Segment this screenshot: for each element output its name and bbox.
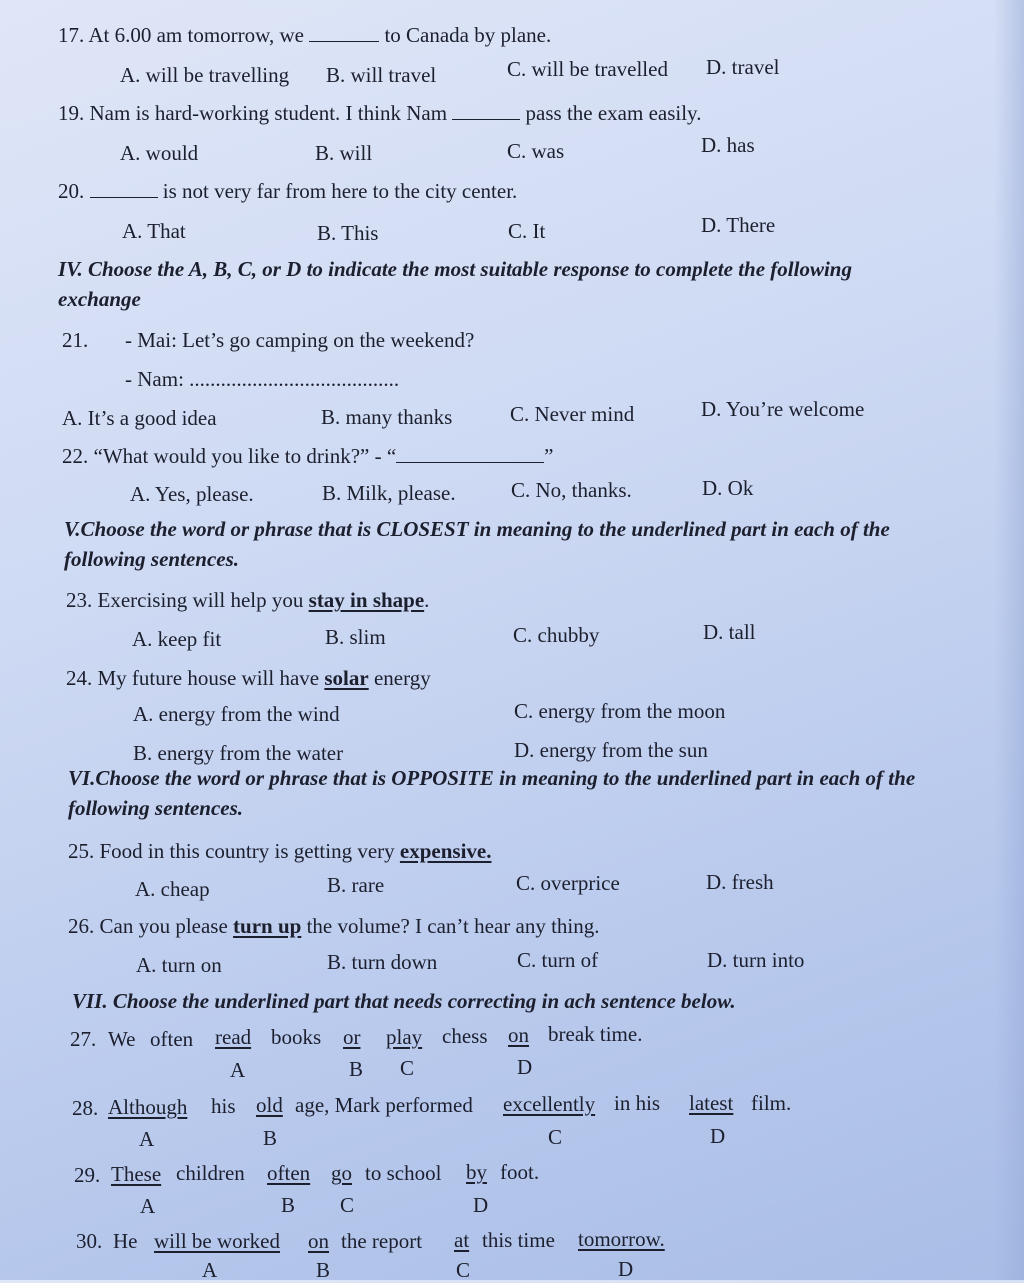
question-22	[62, 443, 553, 469]
question-30-number: 30.	[76, 1229, 103, 1253]
option-b: B. will travel	[326, 63, 437, 87]
option-a: A. would	[120, 141, 199, 165]
option-b: B. energy from the water	[133, 741, 344, 765]
q30-underlined-b: on	[308, 1229, 329, 1253]
answer-blank	[90, 179, 158, 198]
option-b: B. Milk, please.	[322, 481, 456, 505]
question-text: My future house will have	[97, 666, 320, 690]
question-number: 26.	[68, 914, 95, 938]
letter-b: B	[281, 1193, 296, 1217]
q30-underlined-d: tomorrow.	[578, 1227, 665, 1251]
q28-word: age, Mark performed	[295, 1093, 473, 1117]
option-d: D. There	[701, 213, 776, 237]
q29-underlined-d: by	[466, 1160, 487, 1184]
q28-word: his	[211, 1094, 236, 1118]
section-iv-heading: IV. Choose the A, B, C, or D to indicate the most suitable response to complete the following exchange	[58, 257, 852, 311]
question-24	[66, 665, 431, 691]
q29-underlined-b: often	[267, 1161, 311, 1185]
q30-underlined-c: at	[454, 1228, 470, 1252]
underlined-phrase: expensive.	[399, 839, 492, 863]
q28-underlined-b: old	[256, 1093, 283, 1117]
underlined-phrase: stay in shape	[308, 588, 425, 612]
letter-d: D	[710, 1124, 726, 1148]
option-a: A. Yes, please.	[130, 482, 254, 506]
option-a: A. That	[122, 219, 186, 243]
q27-word: We	[108, 1027, 136, 1051]
question-text: energy	[373, 666, 431, 690]
q28-underlined-d: latest	[689, 1091, 734, 1115]
q30-word: this time	[482, 1228, 555, 1252]
question-text: At 6.00 am tomorrow, we	[88, 23, 304, 47]
question-29-number: 29.	[74, 1163, 101, 1187]
q27-word: chess	[442, 1024, 488, 1048]
option-d: D. turn into	[707, 948, 805, 972]
q27-underlined-c: play	[386, 1025, 423, 1049]
question-text: to Canada by plane.	[384, 23, 552, 47]
letter-a: A	[139, 1127, 155, 1151]
question-25	[68, 838, 491, 864]
letter-d: D	[517, 1055, 533, 1079]
q28-underlined-c: excellently	[503, 1092, 596, 1116]
question-21-line2: - Nam: ........................................	[125, 367, 400, 391]
question-text: pass the exam easily.	[525, 101, 702, 125]
question-text: .	[424, 588, 430, 612]
question-text: ”	[544, 444, 554, 468]
letter-c: C	[456, 1258, 471, 1282]
q29-underlined-a: These	[111, 1162, 162, 1186]
letter-b: B	[263, 1126, 278, 1150]
option-c: C. energy from the moon	[514, 699, 726, 723]
option-c: C. turn of	[517, 948, 599, 972]
q27-underlined-d: on	[508, 1023, 529, 1047]
q27-underlined-b: or	[343, 1025, 361, 1049]
letter-c: C	[340, 1193, 355, 1217]
question-text: Can you please	[99, 914, 228, 938]
q28-word: film.	[751, 1091, 792, 1115]
question-text: Food in this country is getting very	[99, 839, 395, 863]
option-b: B. will	[315, 141, 373, 165]
option-d: D. tall	[703, 620, 756, 644]
option-b: B. rare	[327, 873, 385, 897]
option-d: D. You’re welcome	[701, 397, 865, 421]
letter-d: D	[473, 1193, 489, 1217]
question-text: “What would you like to drink?” - “	[93, 444, 397, 468]
question-27-number: 27.	[70, 1027, 97, 1051]
q28-underlined-a: Although	[108, 1095, 188, 1119]
section-vii-heading: VII. Choose the underlined part that needs correcting in ach sentence below.	[72, 989, 736, 1013]
q27-word: often	[150, 1027, 194, 1051]
q29-word: children	[176, 1161, 245, 1185]
option-c: C. Never mind	[510, 402, 635, 426]
option-d: D. travel	[706, 55, 780, 79]
option-b: B. slim	[325, 625, 386, 649]
underlined-phrase: turn up	[233, 914, 302, 938]
option-a: A. will be travelling	[120, 63, 290, 87]
question-text: Exercising will help you	[97, 588, 304, 612]
q28-word: in his	[614, 1091, 661, 1115]
letter-a: A	[230, 1058, 246, 1082]
question-19	[58, 100, 701, 126]
letter-c: C	[400, 1056, 415, 1080]
answer-blank	[452, 101, 520, 120]
q27-word: break time.	[548, 1022, 643, 1046]
option-b: B. This	[317, 221, 379, 245]
question-number: 19.	[58, 101, 85, 125]
section-v-heading: V.Choose the word or phrase that is CLOSEST in meaning to the underlined part in each of the following sentences.	[64, 517, 890, 571]
answer-blank	[396, 444, 544, 463]
q30-word: He	[113, 1229, 138, 1253]
question-number: 23.	[66, 588, 93, 612]
q30-underlined-a: will be worked	[154, 1229, 280, 1253]
question-number: 17.	[58, 23, 85, 47]
option-d: D. fresh	[706, 870, 774, 894]
question-number: 22.	[62, 444, 89, 468]
option-a: A. turn on	[136, 953, 222, 977]
option-a: A. It’s a good idea	[62, 406, 217, 430]
option-c: C. chubby	[513, 623, 600, 647]
question-23	[66, 587, 429, 613]
question-21-number: 21.	[62, 328, 89, 352]
underlined-phrase: solar	[324, 666, 369, 690]
q29-underlined-c: go	[331, 1161, 352, 1185]
section-vi-heading: VI.Choose the word or phrase that is OPPOSITE in meaning to the underlined part in each of the following sentences.	[68, 766, 916, 820]
letter-b: B	[316, 1258, 331, 1282]
option-a: A. keep fit	[132, 627, 222, 651]
option-a: A. energy from the wind	[133, 702, 340, 726]
option-a: A. cheap	[135, 877, 210, 901]
letter-a: A	[202, 1258, 218, 1282]
question-text: Nam is hard-working student. I think Nam	[89, 101, 448, 125]
option-c: C. overprice	[516, 871, 620, 895]
q27-word: books	[271, 1025, 322, 1049]
question-text: the volume? I can’t hear any thing.	[306, 914, 600, 938]
question-28-number: 28.	[72, 1096, 99, 1120]
question-number: 20.	[58, 179, 85, 203]
q29-word: to school	[365, 1161, 442, 1185]
option-c: C. No, thanks.	[511, 478, 632, 502]
question-text: is not very far from here to the city center.	[162, 179, 518, 203]
option-d: D. Ok	[702, 476, 754, 500]
question-17	[58, 22, 551, 48]
q27-underlined-a: read	[215, 1025, 252, 1049]
option-b: B. turn down	[327, 950, 438, 974]
letter-b: B	[349, 1057, 364, 1081]
option-d: D. has	[701, 133, 755, 157]
question-number: 25.	[68, 839, 95, 863]
letter-d: D	[618, 1257, 634, 1281]
question-20	[58, 178, 517, 204]
answer-blank	[309, 23, 379, 42]
letter-c: C	[548, 1125, 563, 1149]
letter-a: A	[140, 1194, 156, 1218]
question-21-line1: - Mai: Let’s go camping on the weekend?	[125, 328, 475, 352]
question-26	[68, 913, 600, 939]
option-c: C. will be travelled	[507, 57, 668, 81]
option-c: C. It	[508, 219, 546, 243]
option-b: B. many thanks	[321, 405, 453, 429]
option-d: D. energy from the sun	[514, 738, 708, 762]
q30-word: the report	[341, 1229, 423, 1253]
option-c: C. was	[507, 139, 565, 163]
question-number: 24.	[66, 666, 93, 690]
q29-word: foot.	[500, 1160, 540, 1184]
paper-edge-shadow	[994, 0, 1024, 1280]
